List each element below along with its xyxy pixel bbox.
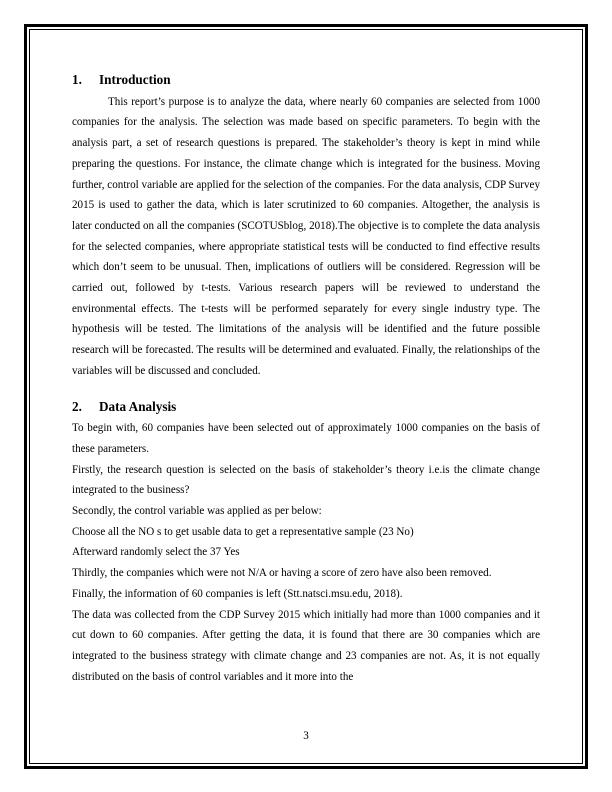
- paragraph: Finally, the information of 60 companies is left (Stt.natsci.msu.edu, 2018).: [72, 587, 403, 600]
- section-heading-introduction: [72, 70, 540, 91]
- paragraph: The data was collected from the CDP Survey 2015 which initially had more than 1000 companies and it cut down to 60 companies. After getting the data, it is found that there are 30 companies which are integrated to the business strategy with climate change and 23 companies are not. As, it is not equally distributed on the basis of control variables and it more into the: [72, 608, 540, 683]
- paragraph: Choose all the NO s to get usable data to get a representative sample (23 No): [72, 525, 414, 538]
- paragraph: Secondly, the control variable was applied as per below:: [72, 505, 322, 518]
- section-number: 2.: [72, 398, 82, 414]
- paragraph: Firstly, the research question is selected on the basis of stakeholder’s theory i.e.is the climate change integrated to the business?: [72, 463, 540, 497]
- page-number: 3: [303, 730, 309, 742]
- document-body: [72, 70, 540, 687]
- paragraph: Afterward randomly select the 37 Yes: [72, 546, 240, 559]
- section-title: Introduction: [99, 72, 171, 87]
- section-title: Data Analysis: [99, 398, 177, 414]
- section-heading-data-analysis: [72, 397, 540, 418]
- paragraph: Thirdly, the companies which were not N/A or having a score of zero have also been removed.: [72, 567, 492, 580]
- section-number: 1.: [72, 72, 82, 87]
- paragraph: To begin with, 60 companies have been selected out of approximately 1000 companies on the basis of these parameters.: [72, 422, 540, 455]
- paragraph: This report’s purpose is to analyze the data, where nearly 60 companies are selected from 1000 companies for the analysis. The selection was made based on specific parameters. To begin with the analysis part, a set of research questions is prepared. The stakeholder’s theory is kept in mind while preparing the questions. For instance, the climate change which is integrated for the business. Moving further, control variable are applied for the selection of the companies. For the data analysis, CDP Survey 2015 is used to gather the data, which is later scrutinized to 60 companies. Altogether, the analysis is later conducted on all the companies (SCOTUSblog, 2018).The objective is to complete the data analysis for the selected companies, where appropriate statistical tests will be conducted to find effective results which don’t seem to be unusual. Then, implications of outliers will be considered. Regression will be carried out, followed by t-tests. Various research papers will be reviewed to understand the environmental effects. The t-tests will be performed separately for every single industry type. The hypothesis will be tested. The limitations of the analysis will be identified and the future possible research will be forecasted. The results will be determined and evaluated. Finally, the relationships of the variables will be discussed and concluded.: [72, 95, 540, 377]
